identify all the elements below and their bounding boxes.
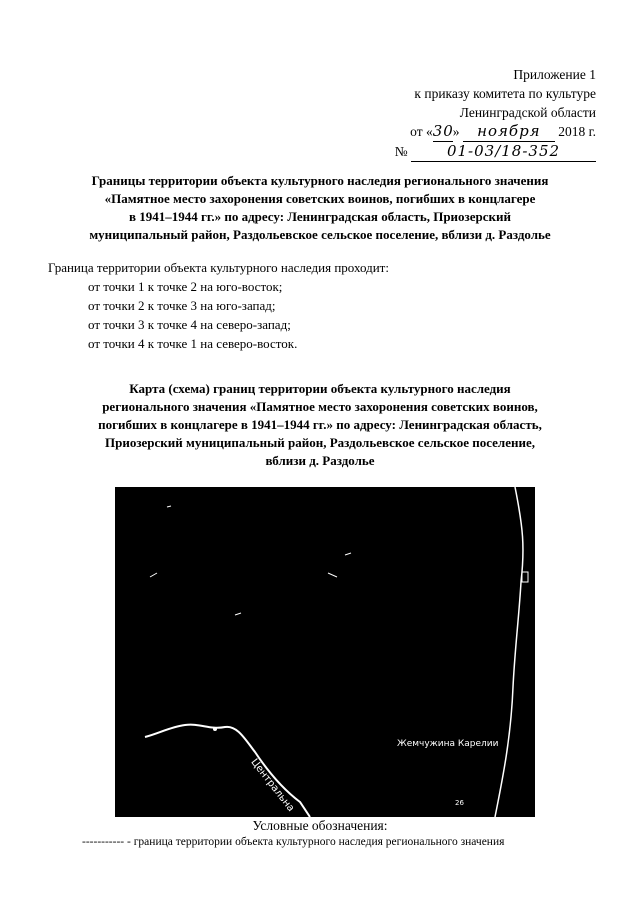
map-mark (328, 573, 337, 577)
legend-dash-symbol: ----------- (82, 836, 125, 848)
appendix-date (395, 122, 596, 142)
boundary-map (115, 487, 535, 817)
map-heading-line-1: Карта (схема) границ территории объекта культурного наследия (129, 381, 511, 396)
map-mark (345, 553, 351, 555)
heading-line-2: «Памятное место захоронения советских воинов, погибших в концлагере (104, 191, 536, 206)
map-mark (167, 506, 171, 507)
map-heading (55, 380, 585, 470)
date-prefix: от « (410, 124, 433, 139)
appendix-region: Ленинградской области (459, 105, 596, 120)
map-label-number: 26 (455, 799, 464, 807)
heading-line-1: Границы территории объекта культурного наследия регионального значения (91, 173, 549, 188)
appendix-block (395, 65, 596, 162)
date-year: 2018 г. (558, 124, 596, 139)
boundary-item: от точки 4 к точке 1 на северо-восток. (88, 336, 298, 351)
map-label-place: Жемчужина Карелии (397, 739, 499, 749)
map-mark (235, 613, 241, 615)
appendix-order: к приказу комитета по культуре (414, 86, 596, 101)
map-heading-line-3: погибших в концлагере в 1941–1944 гг.» по адресу: Ленинградская область, (98, 417, 542, 432)
boundary-item: от точки 2 к точке 3 на юго-запад; (88, 298, 276, 313)
heading-line-3: в 1941–1944 гг.» по адресу: Ленинградская область, Приозерский (128, 209, 512, 224)
date-month: ноября (463, 122, 555, 142)
boundary-item: от точки 3 к точке 4 на северо-запад; (88, 317, 291, 332)
map-heading-line-5: вблизи д. Раздолье (265, 453, 375, 468)
number-value: 01-03/18-352 (411, 142, 596, 162)
date-mid: » (452, 124, 460, 139)
map-heading-line-4: Приозерский муниципальный район, Раздольевское сельское поселение, (104, 435, 535, 450)
map-point (213, 727, 217, 731)
date-day: 30 (432, 122, 454, 140)
boundary-intro: Граница территории объекта культурного наследия проходит: (48, 260, 389, 275)
map-mark (150, 573, 157, 577)
document-heading (40, 172, 600, 244)
legend-item (82, 836, 504, 848)
boundary-description (48, 258, 389, 353)
legend-text: - граница территории объекта культурного наследия регионального значения (127, 836, 505, 848)
map-drawing (115, 487, 535, 817)
map-label-road: Центральна (248, 757, 297, 814)
appendix-title: Приложение 1 (513, 67, 596, 82)
heading-line-4: муниципальный район, Раздольевское сельское поселение, вблизи д. Раздолье (89, 227, 551, 242)
number-prefix: № (394, 144, 408, 159)
map-symbol (522, 572, 528, 582)
appendix-number (395, 142, 596, 162)
road-east (495, 487, 523, 817)
boundary-item: от точки 1 к точке 2 на юго-восток; (88, 279, 283, 294)
map-heading-line-2: регионального значения «Памятное место захоронения советских воинов, (102, 399, 538, 414)
legend-title: Условные обозначения: (252, 818, 388, 833)
